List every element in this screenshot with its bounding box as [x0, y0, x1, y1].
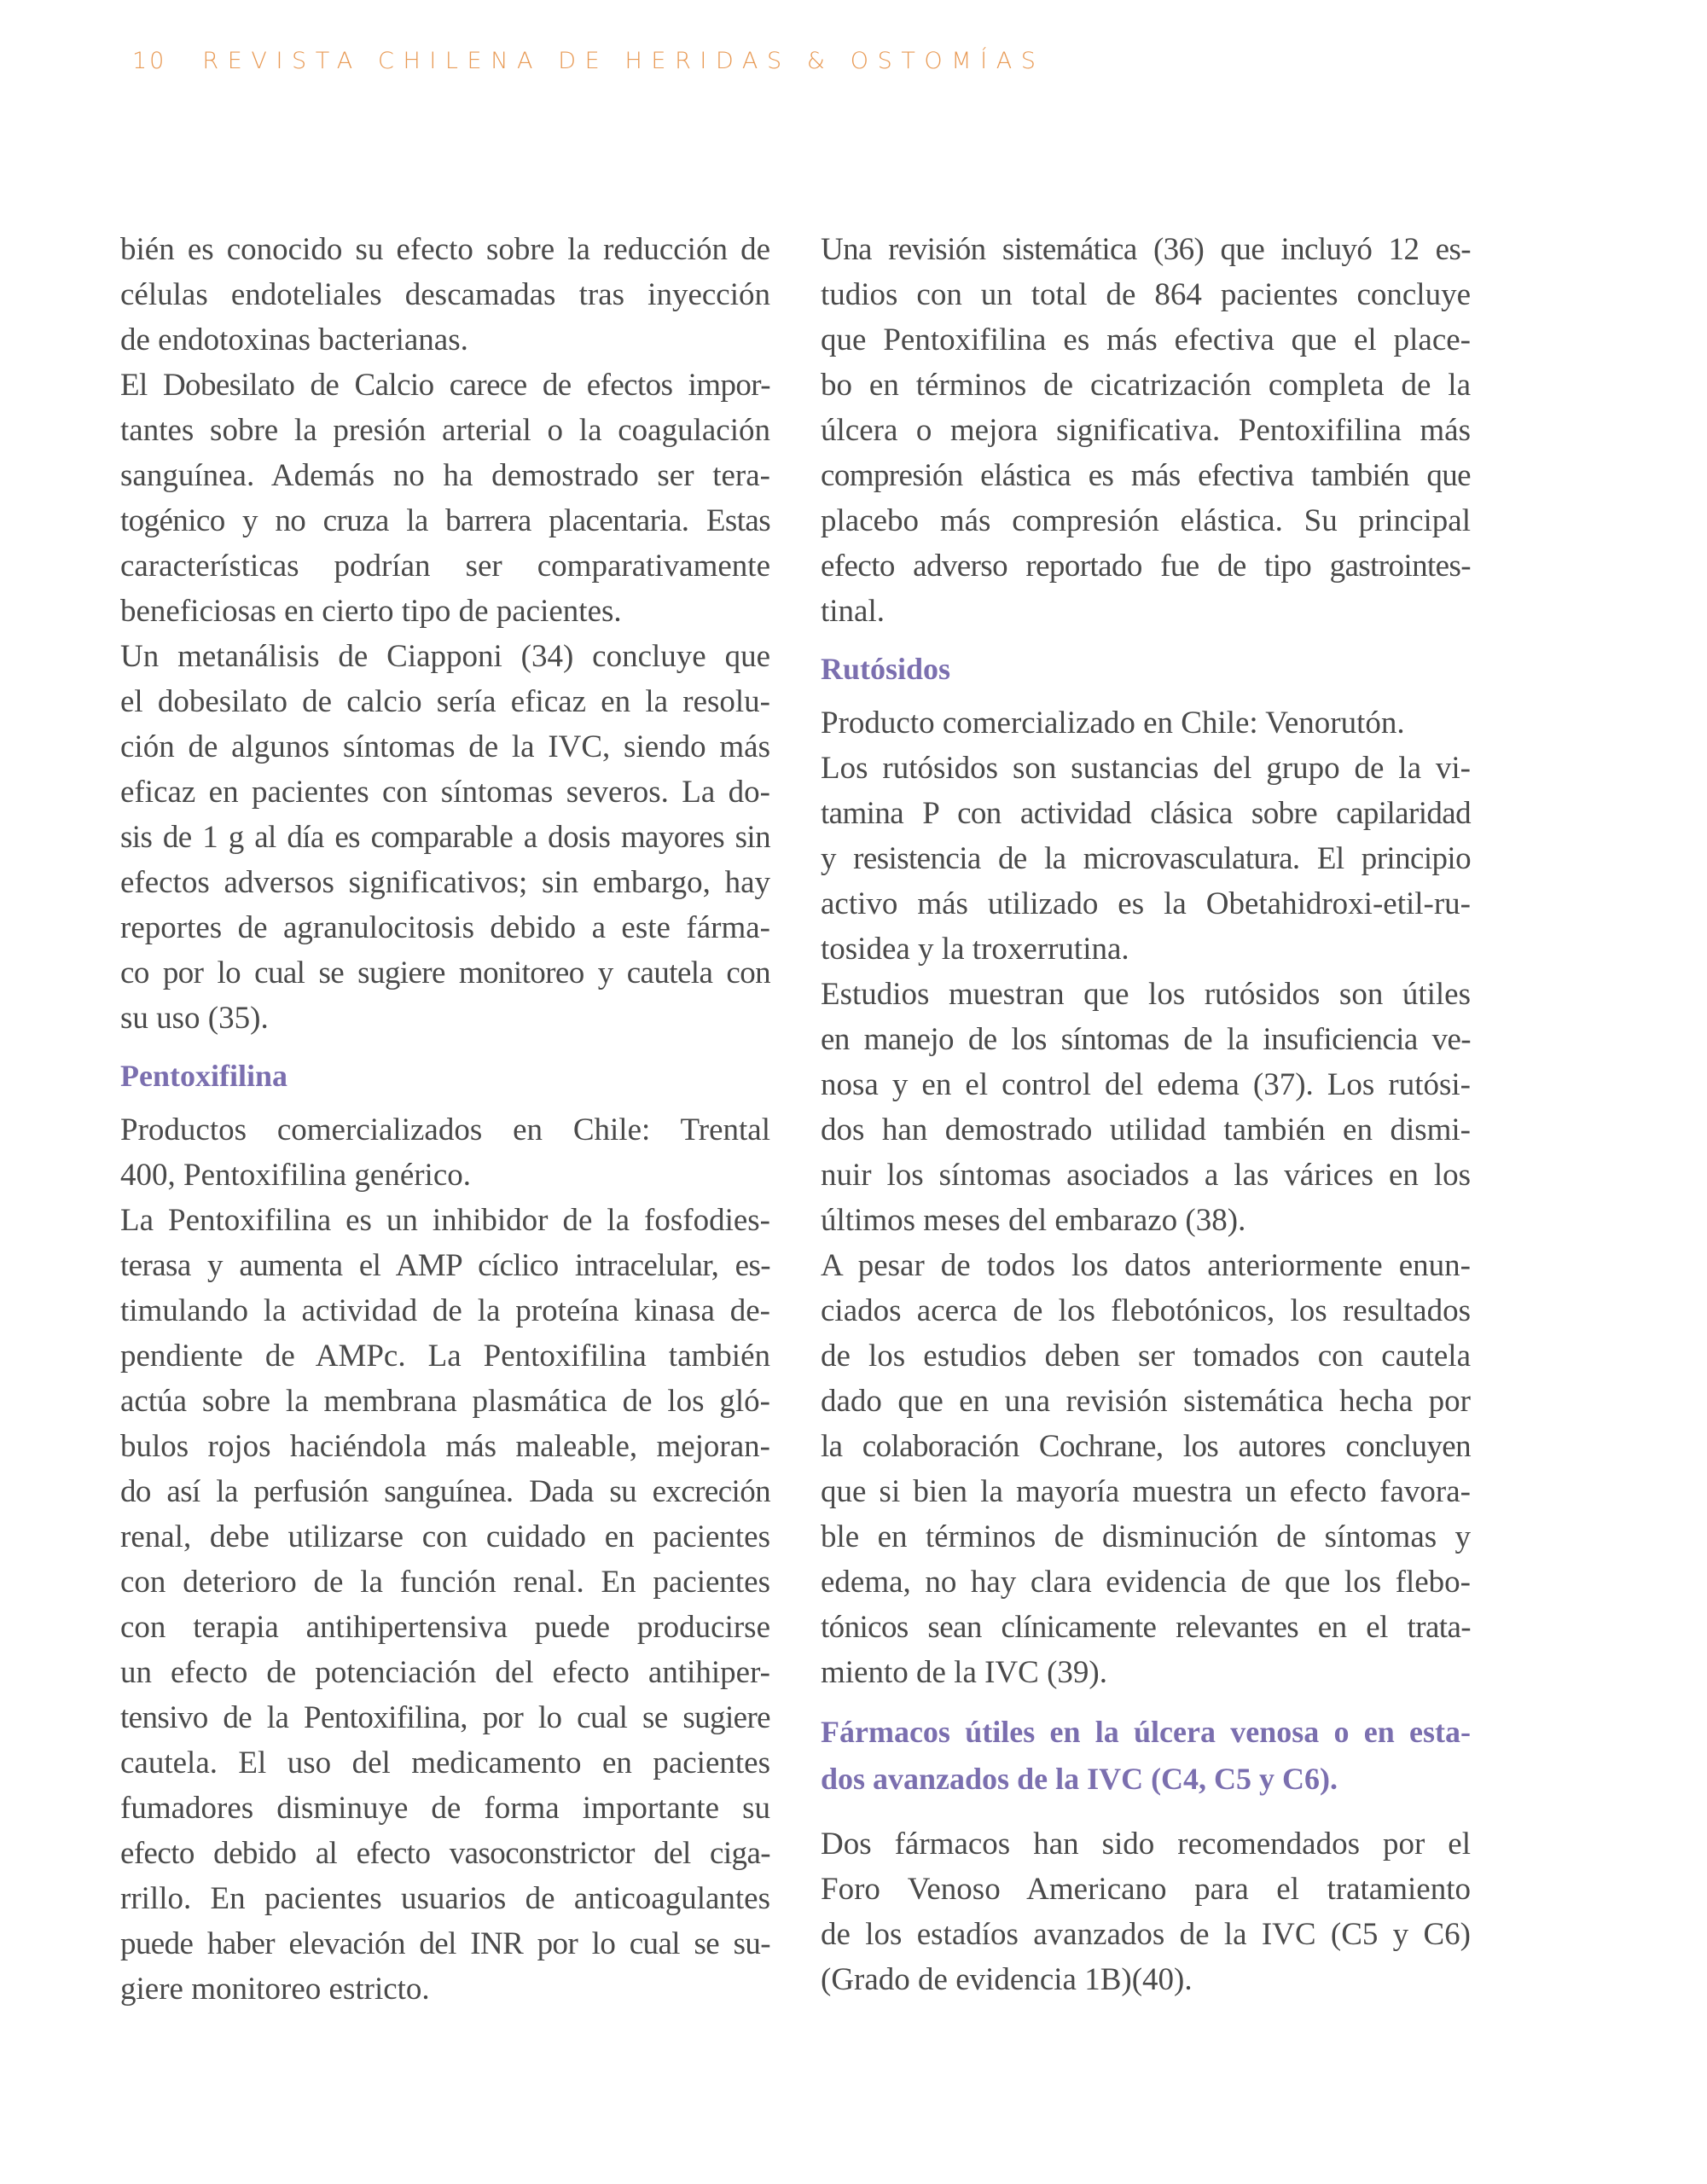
text-line: con deterioro de la función renal. En pacientes: [120, 1565, 770, 1600]
text-line: cautela. El uso del medicamento en pacientes: [120, 1745, 770, 1780]
text-line: dado que en una revisión sistemática hecha por: [821, 1384, 1471, 1419]
text-line: Estudios muestran que los rutósidos son útiles: [821, 977, 1471, 1012]
text-line: miento de la IVC (39).: [821, 1655, 1107, 1690]
paragraph-mecanismo-pentoxifilina: [120, 1198, 770, 2012]
text-line: últimos meses del embarazo (38).: [821, 1203, 1246, 1238]
paragraph-revision-sistematica: [821, 227, 1471, 634]
text-line: rrillo. En pacientes usuarios de anticoagulantes: [120, 1881, 770, 1916]
text-line: Dos fármacos han sido recomendados por el: [821, 1827, 1471, 1862]
paragraph-productos-pentoxifilina: [120, 1107, 770, 1198]
text-line: 400, Pentoxifilina genérico.: [120, 1158, 472, 1193]
text-line: su uso (35).: [120, 1001, 269, 1036]
page-number: 10: [132, 48, 167, 74]
text-line: y resistencia de la microvasculatura. El principio: [821, 841, 1471, 876]
paragraph-endotoxinas: [120, 227, 770, 363]
text-line: pendiente de AMPc. La Pentoxifilina también: [120, 1339, 770, 1374]
text-line: que Pentoxifilina es más efectiva que el place-: [821, 322, 1471, 357]
text-line: togénico y no cruza la barrera placentaria. Estas: [120, 503, 770, 538]
text-line: de los estudios deben ser tomados con cautela: [821, 1339, 1471, 1374]
text-line: tudios con un total de 864 pacientes concluye: [821, 277, 1471, 312]
text-line: de endotoxinas bacterianas.: [120, 322, 468, 357]
text-line: tosidea y la troxerrutina.: [821, 932, 1129, 967]
left-column: [120, 227, 770, 2012]
text-line: eficaz en pacientes con síntomas severos. La do-: [120, 775, 770, 810]
journal-title: REVISTA CHILENA DE HERIDAS & OSTOMÍAS: [202, 48, 1045, 74]
right-column: [821, 227, 1471, 2002]
text-line: tinal.: [821, 594, 885, 629]
text-line: puede haber elevación del INR por lo cual se su-: [120, 1926, 770, 1961]
text-line: nosa y en el control del edema (37). Los rutósi-: [821, 1067, 1471, 1102]
text-line: características podrían ser comparativamente: [120, 549, 770, 584]
text-line: (Grado de evidencia 1B)(40).: [821, 1962, 1193, 1997]
text-line: ción de algunos síntomas de la IVC, siendo más: [120, 729, 770, 764]
text-line: edema, no hay clara evidencia de que los flebo-: [821, 1565, 1471, 1600]
text-line: bién es conocido su efecto sobre la reducción de: [120, 232, 770, 267]
paragraph-rutosidos-estudios: [821, 972, 1471, 1243]
text-line: tónicos sean clínicamente relevantes en el trata-: [821, 1610, 1471, 1645]
text-line: Un metanálisis de Ciapponi (34) concluye que: [120, 639, 770, 674]
text-line: timulando la actividad de la proteína kinasa de-: [120, 1293, 770, 1328]
text-line: El Dobesilato de Calcio carece de efectos impor-: [120, 368, 770, 403]
text-line: beneficiosas en cierto tipo de pacientes.: [120, 594, 622, 629]
text-line: la colaboración Cochrane, los autores concluyen: [821, 1429, 1471, 1464]
text-line: placebo más compresión elástica. Su principal: [821, 503, 1471, 538]
text-line: efectos adversos significativos; sin embargo, hay: [120, 865, 770, 900]
section-heading-farmacos-ulcera-venosa: [821, 1695, 1471, 1821]
text-line: tensivo de la Pentoxifilina, por lo cual se sugiere: [120, 1700, 770, 1735]
text-line: Una revisión sistemática (36) que incluyó 12 es-: [821, 232, 1471, 267]
text-line: reportes de agranulocitosis debido a este fárma-: [120, 910, 770, 945]
text-line: en manejo de los síntomas de la insuficiencia ve-: [821, 1022, 1471, 1057]
text-line: sis de 1 g al día es comparable a dosis mayores sin: [120, 820, 770, 855]
text-line: ciados acerca de los flebotónicos, los resultados: [821, 1293, 1471, 1328]
text-line: sanguínea. Además no ha demostrado ser tera-: [120, 458, 770, 493]
text-line: terasa y aumenta el AMP cíclico intracelular, es-: [120, 1248, 770, 1283]
text-line: fumadores disminuye de forma importante su: [120, 1791, 770, 1826]
text-line: úlcera o mejora significativa. Pentoxifilina más: [821, 413, 1471, 448]
section-heading-pentoxifilina: Pentoxifilina: [120, 1059, 287, 1093]
text-line: tantes sobre la presión arterial o la coagulación: [120, 413, 770, 448]
paragraph-dos-farmacos: [821, 1821, 1471, 2002]
paragraph-dobesilato: [120, 363, 770, 634]
text-line: do así la perfusión sanguínea. Dada su excreción: [120, 1474, 770, 1509]
text-line: bo en términos de cicatrización completa de la: [821, 368, 1471, 403]
text-line: A pesar de todos los datos anteriormente enun-: [821, 1248, 1471, 1283]
running-header: [132, 47, 1045, 76]
heading-line: dos avanzados de la IVC (C4, C5 y C6).: [821, 1762, 1338, 1796]
text-line: tamina P con actividad clásica sobre capilaridad: [821, 796, 1471, 831]
text-line: activo más utilizado es la Obetahidroxi-etil-ru-: [821, 886, 1471, 921]
text-line: que si bien la mayoría muestra un efecto favora-: [821, 1474, 1471, 1509]
text-line: La Pentoxifilina es un inhibidor de la fosfodies-: [120, 1203, 770, 1238]
text-line: bulos rojos haciéndola más maleable, mejoran-: [120, 1429, 770, 1464]
text-line: giere monitoreo estricto.: [120, 1972, 430, 2007]
text-line: efecto debido al efecto vasoconstrictor del ciga-: [120, 1836, 770, 1871]
paragraph-rutosidos-definicion: [821, 746, 1471, 972]
text-line: co por lo cual se sugiere monitoreo y cautela con: [120, 956, 770, 990]
text-line: Productos comercializados en Chile: Trental: [120, 1112, 770, 1147]
text-line: actúa sobre la membrana plasmática de los gló-: [120, 1384, 770, 1419]
text-line: nuir los síntomas asociados a las várices en los: [821, 1158, 1471, 1193]
text-line: de los estadíos avanzados de la IVC (C5 y C6): [821, 1917, 1471, 1952]
text-line: renal, debe utilizarse con cuidado en pacientes: [120, 1519, 770, 1554]
text-line: Producto comercializado en Chile: Venorutón.: [821, 706, 1405, 741]
text-line: ble en términos de disminución de síntomas y: [821, 1519, 1471, 1554]
text-line: Los rutósidos son sustancias del grupo de la vi-: [821, 751, 1471, 786]
heading-line: Fármacos útiles en la úlcera venosa o en esta-: [821, 1715, 1471, 1749]
text-line: dos han demostrado utilidad también en dismi-: [821, 1112, 1471, 1147]
text-line: con terapia antihipertensiva puede producirse: [120, 1610, 770, 1645]
text-line: células endoteliales descamadas tras inyección: [120, 277, 770, 312]
text-line: efecto adverso reportado fue de tipo gastrointes-: [821, 549, 1471, 584]
paragraph-producto-venoruton: [821, 700, 1471, 746]
text-line: Foro Venoso Americano para el tratamiento: [821, 1872, 1471, 1907]
paragraph-flebotonicos-cautela: [821, 1243, 1471, 1695]
text-line: el dobesilato de calcio sería eficaz en la resolu-: [120, 684, 770, 719]
text-line: un efecto de potenciación del efecto antihiper-: [120, 1655, 770, 1690]
text-line: compresión elástica es más efectiva también que: [821, 458, 1471, 493]
paragraph-ciapponi: [120, 634, 770, 1041]
section-heading-rutosidos: Rutósidos: [821, 652, 951, 686]
